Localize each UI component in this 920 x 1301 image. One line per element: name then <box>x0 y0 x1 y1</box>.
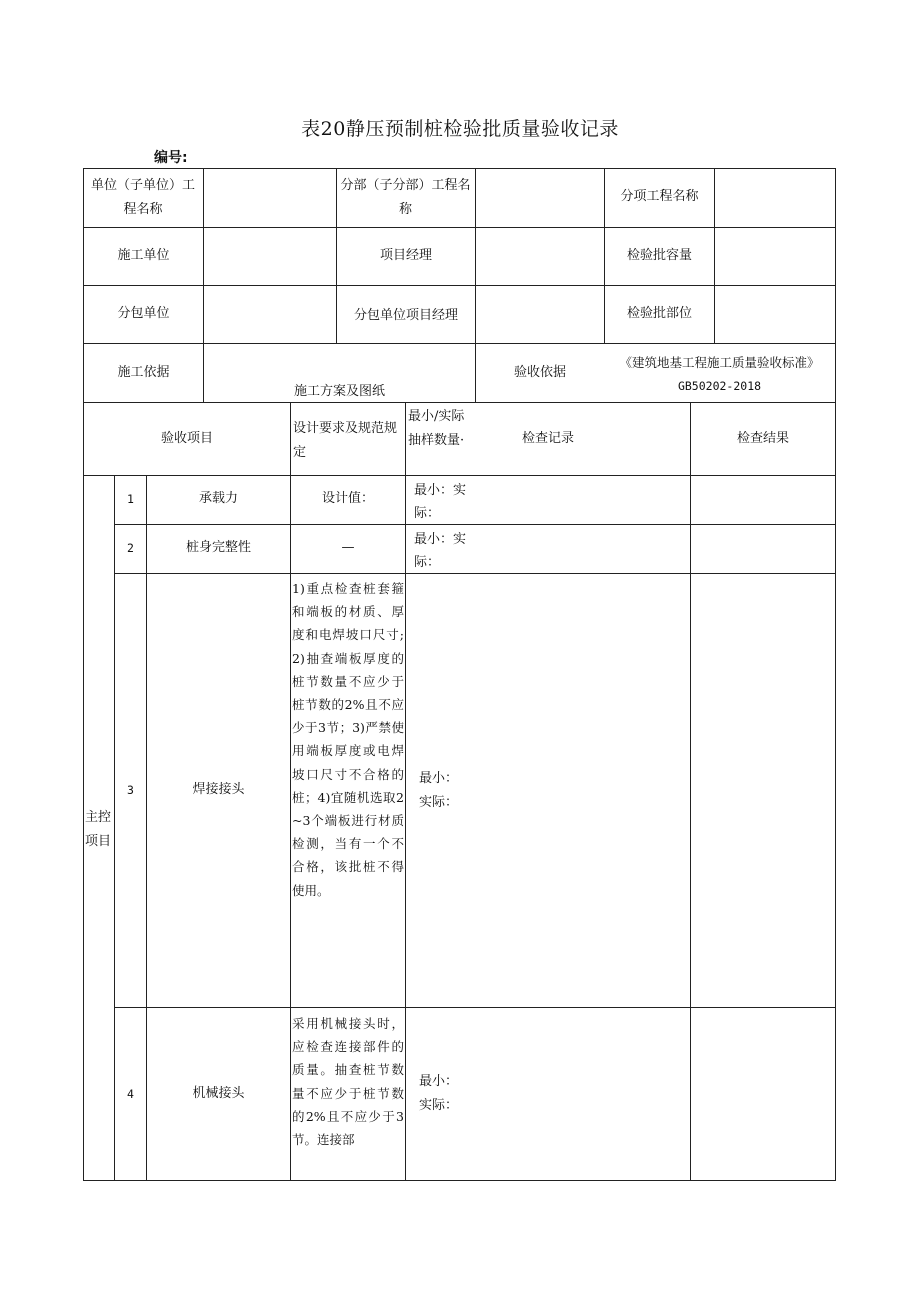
item-2-name: 桩身完整性 <box>185 540 251 555</box>
batch-location-label: 检验批部位 <box>626 306 692 321</box>
item-4-name: 机械接头 <box>192 1086 245 1101</box>
item-2-no: 2 <box>127 541 134 555</box>
sub-pm-label: 分包单位项目经理 <box>353 308 458 323</box>
page-title: 表20静压预制桩检验批质量验收记录 <box>301 118 619 140</box>
col-design-req-header: 设计要求及规范规定 <box>293 421 398 460</box>
item-1-requirement: 设计值： <box>321 491 374 506</box>
acceptance-basis-value: 《建筑地基工程施工质量验收标准》 <box>619 355 820 370</box>
item-2-sample: 最小：实际： <box>414 532 467 570</box>
item-3-no: 3 <box>127 783 134 797</box>
batch-capacity-label: 检验批容量 <box>626 248 692 263</box>
item-3-name: 焊接接头 <box>192 782 245 797</box>
acceptance-basis-label: 验收依据 <box>513 365 566 380</box>
col-item-header: 验收项目 <box>160 431 213 446</box>
col-record-header: 检查记录 <box>521 431 574 446</box>
item-4-sample-actual: 实际： <box>419 1098 459 1113</box>
item-1-name: 承载力 <box>198 491 238 506</box>
col-min-actual-header: 最小/实际抽样数量· <box>408 409 465 448</box>
subitem-label: 分项工程名称 <box>620 189 699 204</box>
item-1-no: 1 <box>127 492 134 506</box>
col-result-header: 检查结果 <box>736 431 789 446</box>
subcontractor-label: 分包单位 <box>117 306 170 321</box>
item-3-sample-actual: 实际： <box>419 795 459 810</box>
basis-label: 施工依据 <box>117 365 170 380</box>
unit-label: 单位（子单位）工程名称 <box>90 178 195 217</box>
basis-value: 施工方案及图纸 <box>293 384 385 399</box>
main-control-label: 主控项目 <box>85 810 112 849</box>
constructor-label: 施工单位 <box>117 248 170 263</box>
item-3-sample-min: 最小： <box>419 771 459 786</box>
item-4-sample-min: 最小： <box>419 1074 459 1089</box>
item-1-sample: 最小：实际： <box>414 483 467 521</box>
subdivision-label: 分部（子分部）工程名称 <box>340 178 471 217</box>
acceptance-basis-code: GB50202-2018 <box>677 379 762 393</box>
item-2-requirement: — <box>341 540 355 555</box>
item-3-requirement: 1)重点检查桩套箍和端板的材质、厚度和电焊坡口尺寸;2)抽查端板厚度的桩节数量不应少于桩节数的2%且不应少于3节；3)严禁使用端板厚度或电焊坡口尺寸不合格的桩；4)宜随机选取2~3个端板进行材质检测，当有一个不合格，该批桩不得使用。 <box>292 581 404 898</box>
pm-label: 项目经理 <box>379 248 432 263</box>
item-4-no: 4 <box>127 1087 134 1101</box>
item-4-requirement: 采用机械接头时，应检查连接部件的质量。抽查桩节数量不应少于桩节数的2%且不应少于3节。连接部 <box>292 1016 404 1148</box>
number-label: 编号: <box>154 150 188 166</box>
